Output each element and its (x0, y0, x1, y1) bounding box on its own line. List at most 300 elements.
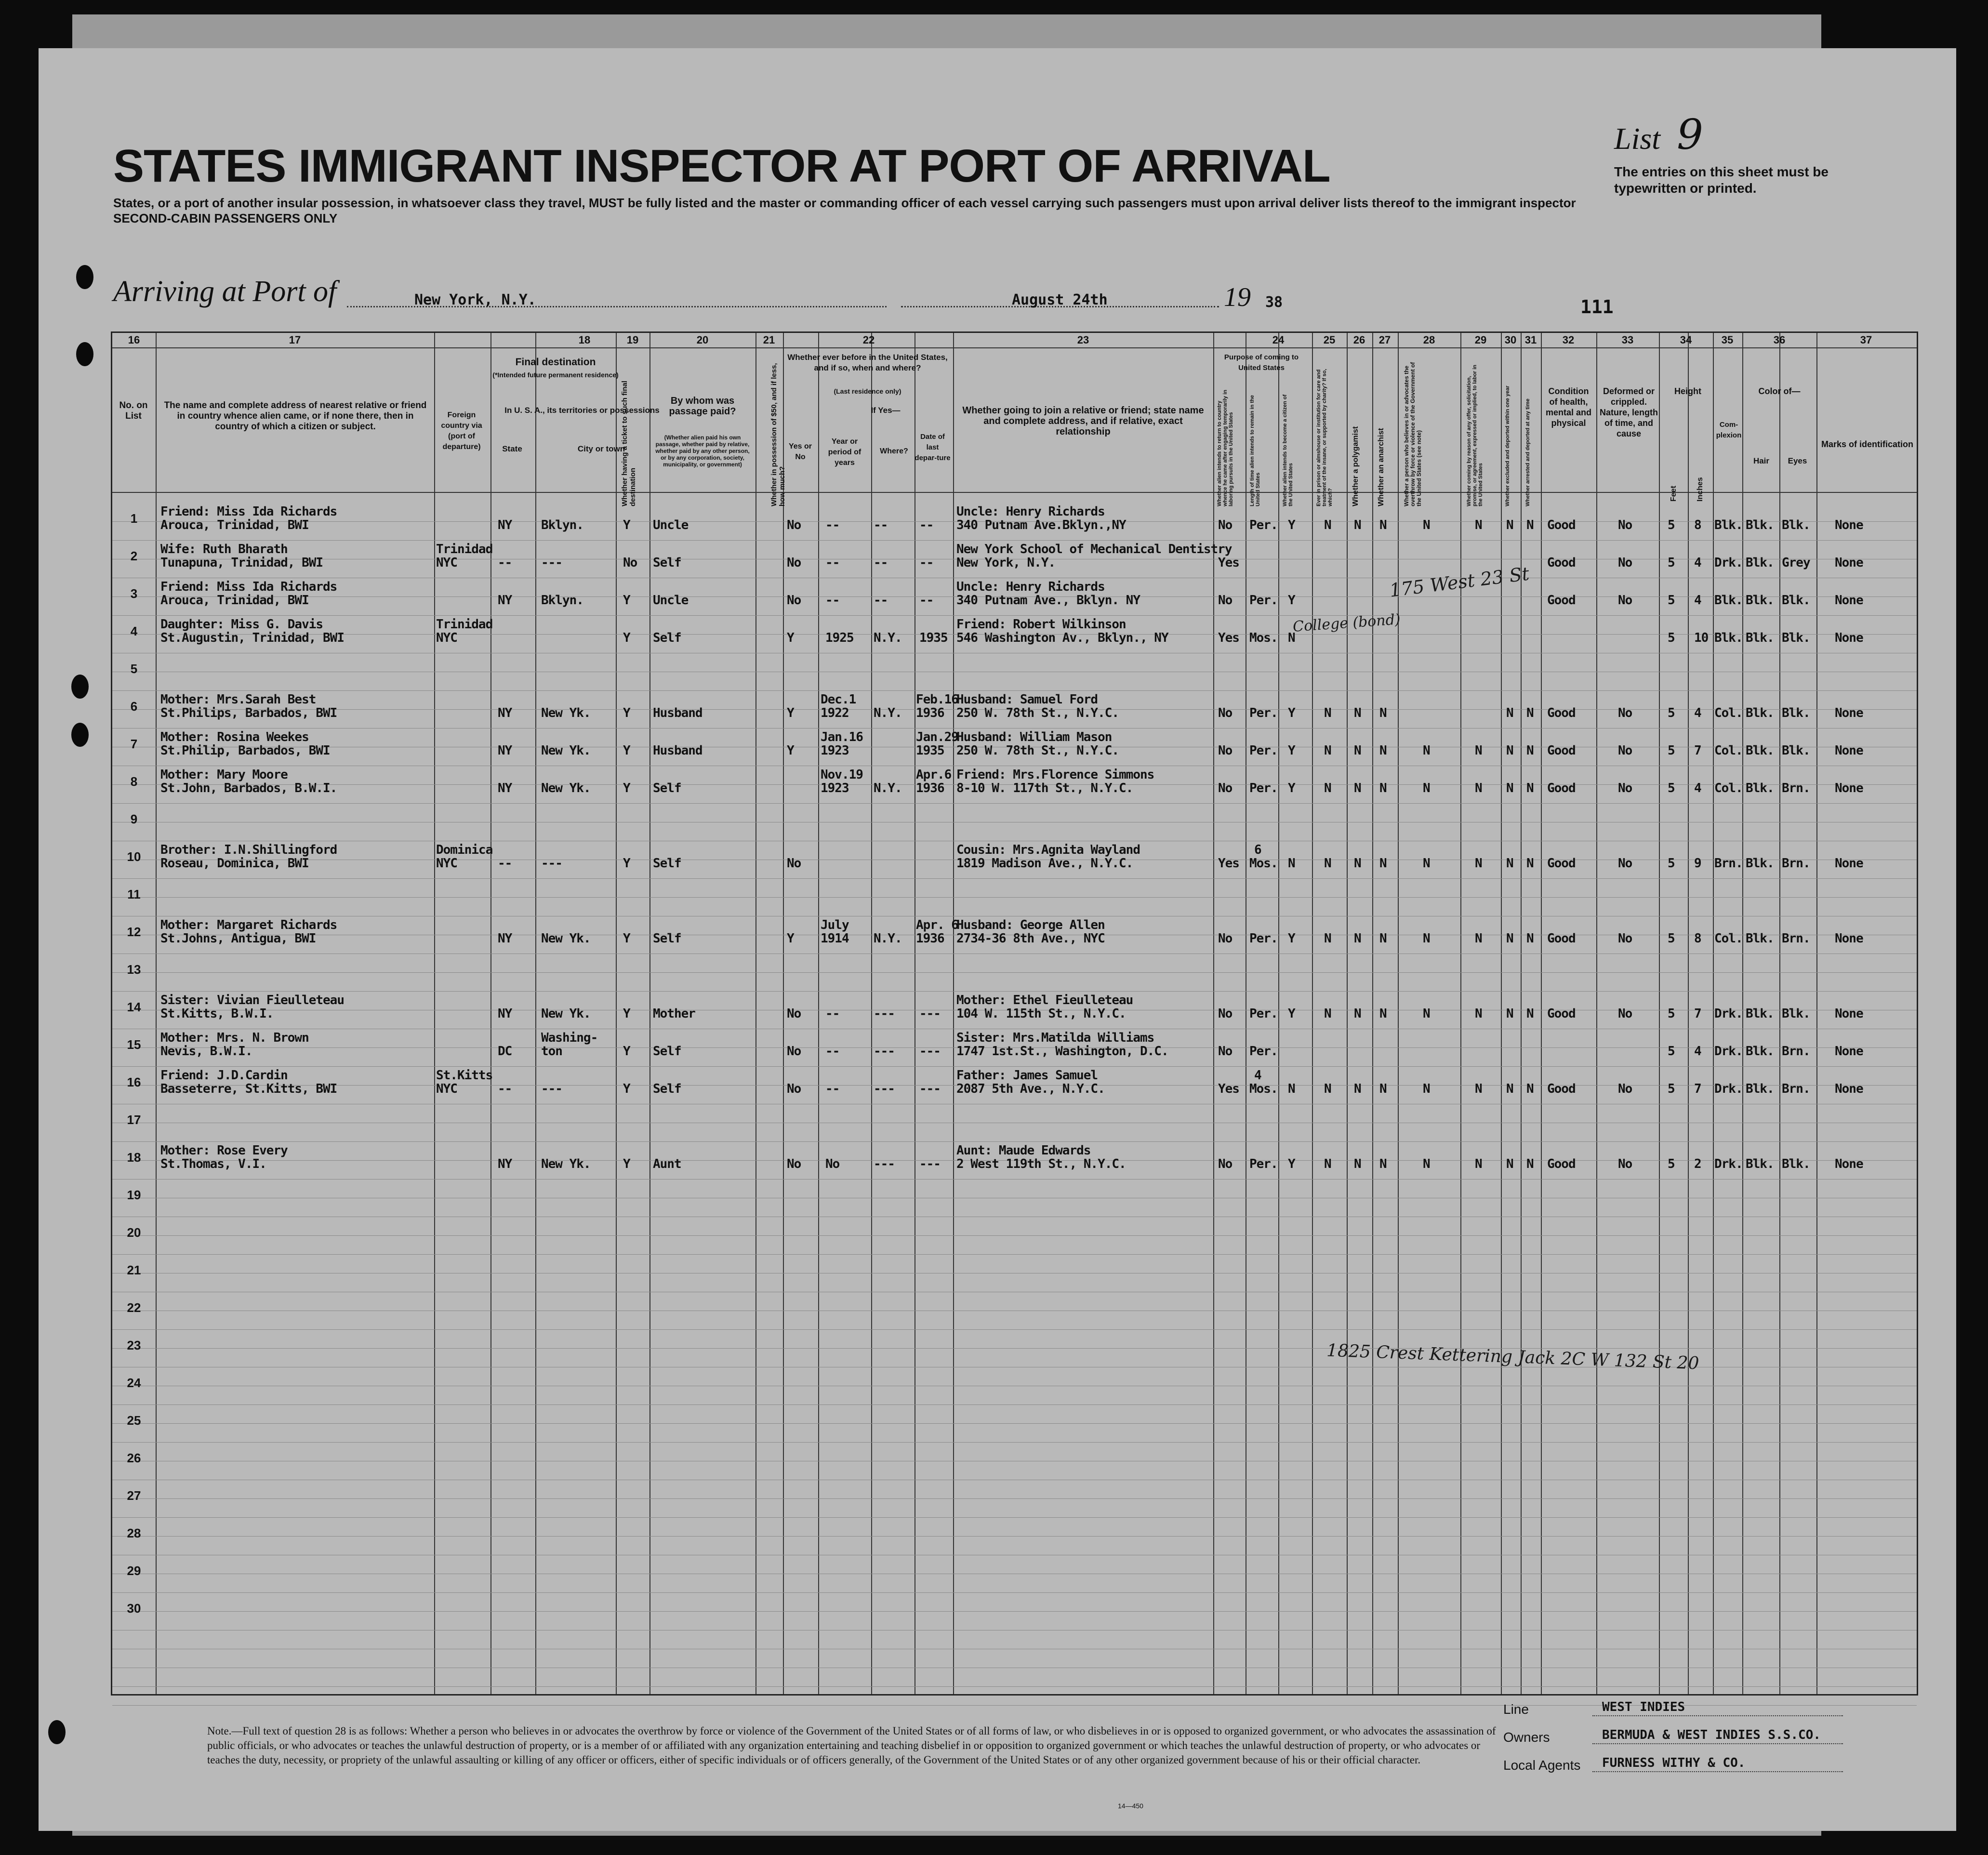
cell-length: Per. (1249, 743, 1278, 758)
cell-deformed: No (1618, 931, 1632, 946)
cell-marks: None (1835, 593, 1863, 608)
row-number: 27 (127, 1488, 141, 1503)
cell-where: --- (874, 1082, 895, 1096)
cell-join-l1: Uncle: Henry Richards (956, 504, 1105, 519)
cell-feet: 5 (1668, 1082, 1675, 1096)
row-number: 20 (127, 1225, 141, 1240)
column-number: 20 (696, 334, 709, 346)
cell-year-l2: 1922 (821, 706, 849, 720)
header-c16: No. on List (119, 400, 148, 421)
cell-c27: N (1379, 706, 1387, 720)
cell-health: Good (1547, 781, 1576, 795)
cell-where: --- (874, 1157, 895, 1171)
cell-city: New Yk. (541, 1157, 591, 1171)
cell-ticket: Y (623, 781, 630, 795)
cell-relative-l2: St.Thomas, V.I. (160, 1157, 266, 1171)
grid-row-rule (112, 540, 1917, 541)
cell-relative-l1: Mother: Mary Moore (160, 768, 288, 782)
cell-join-l1: Friend: Mrs.Florence Simmons (956, 768, 1154, 782)
grid-column-line (649, 333, 650, 1694)
cell-hair: Blk. (1746, 1082, 1774, 1096)
cell-year-l1: Nov.19 (821, 768, 863, 782)
column-number: 35 (1721, 334, 1734, 346)
cell-inches: 10 (1694, 631, 1709, 645)
cell-marks: None (1835, 856, 1863, 871)
cell-departure-l1: Feb.16 (916, 692, 958, 707)
cell-hair: Blk. (1746, 931, 1774, 946)
cell-year-l2: 1923 (821, 743, 849, 758)
cell-eyes: Brn. (1782, 1044, 1810, 1059)
cell-relative-l2: St.Philip, Barbados, BWI (160, 743, 330, 758)
cell-join-l2: 340 Putnam Ave., Bklyn. NY (956, 593, 1140, 608)
cell-city: --- (541, 556, 562, 570)
line-label: Line (1503, 1702, 1529, 1717)
cell-length: Mos. (1249, 856, 1278, 871)
cell-hair: Blk. (1746, 518, 1774, 532)
cell-deformed: No (1618, 781, 1632, 795)
cell-c28: N (1423, 856, 1430, 871)
cell-inches: 7 (1694, 1082, 1701, 1096)
cell-state: NY (498, 706, 512, 720)
cell-c27: N (1379, 743, 1387, 758)
cell-c26: N (1354, 1157, 1361, 1171)
cell-relative-l2: St.John, Barbados, B.W.I. (160, 781, 337, 795)
cell-complexion: Drk. (1714, 1082, 1743, 1096)
cell-eyes: Brn. (1782, 781, 1810, 795)
cell-length: Per. (1249, 593, 1278, 608)
cell-feet: 5 (1668, 931, 1675, 946)
handwritten-note-row4: College (bond) (1292, 611, 1401, 636)
cell-feet: 5 (1668, 856, 1675, 871)
row-number: 1 (130, 511, 138, 526)
cell-complexion: Drk. (1714, 556, 1743, 570)
cell-join-l1: Husband: William Mason (956, 730, 1112, 744)
column-number: 32 (1562, 334, 1575, 346)
grid-column-line (755, 333, 756, 1694)
column-number: 34 (1680, 334, 1692, 346)
cell-c30: N (1506, 856, 1513, 871)
grid-column-line (1501, 333, 1502, 1694)
header-c20: By whom was passage paid? (669, 396, 736, 417)
cell-departure: --- (919, 1082, 941, 1096)
cell-c25: N (1324, 781, 1331, 795)
header-c31: Whether arrested and deported at any time (1525, 398, 1531, 506)
cell-c31: N (1526, 931, 1534, 946)
cell-year-l1: Jan.16 (821, 730, 863, 744)
cell-year: 1925 (825, 631, 854, 645)
cell-c30: N (1506, 743, 1513, 758)
column-number: 31 (1524, 334, 1537, 346)
cell-join-l2: 250 W. 78th St., N.Y.C. (956, 743, 1119, 758)
row-number: 13 (127, 962, 141, 977)
cell-city: Bklyn. (541, 593, 583, 608)
grid-row-rule (112, 728, 1917, 729)
cell-deformed: No (1618, 1082, 1632, 1096)
cell-inches: 2 (1694, 1157, 1701, 1171)
cell-hair: Blk. (1746, 593, 1774, 608)
cell-relative-l2: St.Philips, Barbados, BWI (160, 706, 337, 720)
header-c22-ifyes: If Yes— (871, 406, 901, 415)
header-c17: The name and complete address of nearest relative or friend in country whence alien came, or if none there, then in country of which a citizen or subject. (164, 400, 427, 432)
cell-where: --- (874, 1044, 895, 1059)
cell-feet: 5 (1668, 781, 1675, 795)
row-number: 8 (130, 774, 138, 789)
row-number: 23 (127, 1338, 141, 1352)
cell-length: Per. (1249, 706, 1278, 720)
row-number: 26 (127, 1451, 141, 1465)
cell-eyes: Brn. (1782, 1082, 1810, 1096)
grid-column-line (1347, 333, 1348, 1694)
header-c22-year: Year or period of years (828, 437, 861, 467)
cell-join-l1: Husband: Samuel Ford (956, 692, 1098, 707)
cell-complexion: Drk. (1714, 1007, 1743, 1021)
cell-before: Y (787, 931, 794, 946)
cell-relative-l1: Wife: Ruth Bharath (160, 542, 288, 556)
cell-c29: N (1475, 518, 1482, 532)
column-number: 16 (128, 334, 140, 346)
cell-marks: None (1835, 1007, 1863, 1021)
intro-line-2: SECOND-CABIN PASSENGERS ONLY (113, 211, 338, 225)
header-c34: Height (1674, 386, 1701, 396)
cell-c25: N (1324, 743, 1331, 758)
header-c24-b: Length of time alien intends to remain in the United States (1249, 395, 1261, 506)
header-c27: Whether an anarchist (1377, 428, 1385, 506)
cell-foreign-l1: Trinidad (436, 542, 493, 556)
row-number: 17 (127, 1113, 141, 1127)
cell-paid: Husband (653, 743, 702, 758)
cell-c27: N (1379, 931, 1387, 946)
header-c18-sub: (*Intended future permanent residence) (492, 371, 619, 379)
cell-hair: Blk. (1746, 556, 1774, 570)
grid-column-line (1596, 333, 1597, 1694)
cell-c30: N (1506, 1082, 1513, 1096)
cell-health: Good (1547, 1082, 1576, 1096)
row-number: 3 (130, 586, 138, 601)
cell-city: --- (541, 1082, 562, 1096)
column-number: 30 (1504, 334, 1517, 346)
cell-join-l2: 340 Putnam Ave.Bklyn.,NY (956, 518, 1126, 532)
cell-length: Mos. (1249, 631, 1278, 645)
cell-c31: N (1526, 743, 1534, 758)
cell-marks: None (1835, 743, 1863, 758)
year-suffix: 38 (1265, 294, 1283, 311)
cell-return: No (1218, 706, 1233, 720)
cell-marks: None (1835, 781, 1863, 795)
header-c22-date: Date of last depar-ture (914, 433, 951, 462)
cell-year: No (825, 1157, 840, 1171)
cell-complexion: Brn. (1714, 856, 1743, 871)
grid-column-line (871, 333, 872, 1694)
agents-label: Local Agents (1503, 1758, 1581, 1773)
cell-state: NY (498, 743, 512, 758)
cell-year: -- (825, 593, 840, 608)
cell-hair: Blk. (1746, 1007, 1774, 1021)
grid-column-line (953, 333, 954, 1694)
cell-feet: 5 (1668, 1044, 1675, 1059)
header-c18-state: State (502, 444, 522, 453)
column-number: 36 (1773, 334, 1786, 346)
cell-state: NY (498, 1157, 512, 1171)
agents-value: FURNESS WITHY & CO. (1602, 1756, 1746, 1770)
cell-where: -- (874, 518, 888, 532)
cell-c26: N (1354, 706, 1361, 720)
cell-marks: None (1835, 556, 1863, 570)
form-code: 14—450 (1118, 1802, 1143, 1810)
header-c26: Whether a polygamist (1352, 426, 1360, 506)
manifest-sheet (39, 48, 1956, 1831)
grid-row-rule (112, 972, 1917, 973)
cell-c28: N (1423, 743, 1430, 758)
cell-return: No (1218, 743, 1233, 758)
cell-c25: N (1324, 518, 1331, 532)
cell-return: No (1218, 518, 1233, 532)
cell-foreign-l2: NYC (436, 1082, 457, 1096)
cell-before: No (787, 1007, 801, 1021)
cell-hair: Blk. (1746, 743, 1774, 758)
cell-citizen: Y (1288, 781, 1295, 795)
cell-return: Yes (1218, 556, 1239, 570)
header-c29: Whether coming by reason of any offer, solicitation, promise, or agreement, expressed or implied, to labor in the United States (1466, 364, 1484, 506)
cell-city: New Yk. (541, 706, 591, 720)
cell-feet: 5 (1668, 593, 1675, 608)
header-c24-a: Whether alien intends to return to country whence he came after engaging temporarily in laboring pursuits in the United States (1217, 389, 1234, 506)
cell-eyes: Blk. (1782, 593, 1810, 608)
cell-join-l2: New York, N.Y. (956, 556, 1056, 570)
cell-relative-l2: Nevis, B.W.I. (160, 1044, 252, 1059)
cell-complexion: Blk. (1714, 518, 1743, 532)
column-number: 24 (1272, 334, 1285, 346)
row-number: 7 (130, 737, 138, 751)
header-c20-sub: (Whether alien paid his own passage, whether paid by relative, whether paid by any other person, or by any corporation, society, municipality, or government) (655, 434, 750, 468)
cell-hair: Blk. (1746, 706, 1774, 720)
header-c30: Whether excluded and deported within one year (1505, 385, 1511, 506)
cell-deformed: No (1618, 706, 1632, 720)
cell-relative-l1: Friend: J.D.Cardin (160, 1068, 288, 1083)
arriving-label: Arriving at Port of (113, 275, 337, 308)
cell-c31: N (1526, 1007, 1534, 1021)
row-number: 6 (130, 699, 138, 714)
cell-c26: N (1354, 1007, 1361, 1021)
cell-join-l2: 2 West 119th St., N.Y.C. (956, 1157, 1126, 1171)
header-c33: Deformed or crippled. Nature, length of time, and cause (1599, 386, 1658, 438)
cell-relative-l2: St.Johns, Antigua, BWI (160, 931, 316, 946)
cell-ticket: Y (623, 856, 630, 871)
grid-row-line (112, 492, 1917, 493)
grid-column-line (535, 333, 536, 1694)
column-number: 22 (862, 334, 875, 346)
cell-c27: N (1379, 856, 1387, 871)
cell-relative-l1: Mother: Margaret Richards (160, 918, 337, 932)
cell-departure: --- (919, 1007, 941, 1021)
row-number: 5 (130, 662, 138, 676)
cell-departure: --- (919, 1044, 941, 1059)
year-prefix: 19 (1224, 282, 1251, 312)
cell-city: New Yk. (541, 1007, 591, 1021)
binder-hole (76, 342, 93, 366)
cell-ticket: Y (623, 1082, 630, 1096)
cell-c26: N (1354, 518, 1361, 532)
cell-ticket: Y (623, 706, 630, 720)
row-number: 22 (127, 1300, 141, 1315)
cell-hair: Blk. (1746, 1157, 1774, 1171)
cell-complexion: Col. (1714, 706, 1743, 720)
grid-column-line (1688, 333, 1689, 1694)
sheet-sequence: 111 (1580, 296, 1614, 318)
header-c35: Com-plexion (1716, 421, 1742, 439)
cell-length: Per. (1249, 1007, 1278, 1021)
cell-return: No (1218, 1044, 1233, 1059)
cell-relative-l2: St.Kitts, B.W.I. (160, 1007, 274, 1021)
cell-before: No (787, 556, 801, 570)
cell-length: Per. (1249, 781, 1278, 795)
cell-relative-l1: Mother: Rosina Weekes (160, 730, 309, 744)
row-number: 2 (130, 549, 138, 563)
cell-year-l1: July (821, 918, 849, 932)
cell-relative-l1: Mother: Rose Every (160, 1143, 288, 1158)
cell-c26: N (1354, 931, 1361, 946)
manifest-table (111, 331, 1918, 1696)
cell-ticket: Y (623, 931, 630, 946)
cell-complexion: Drk. (1714, 1157, 1743, 1171)
cell-join-l2: 250 W. 78th St., N.Y.C. (956, 706, 1119, 720)
cell-state: NY (498, 593, 512, 608)
row-number: 28 (127, 1526, 141, 1540)
cell-c30: N (1506, 781, 1513, 795)
cell-departure: -- (919, 593, 934, 608)
cell-join-l2: 104 W. 115th St., N.Y.C. (956, 1007, 1126, 1021)
cell-before: No (787, 1044, 801, 1059)
cell-city: Bklyn. (541, 518, 583, 532)
cell-hair: Blk. (1746, 781, 1774, 795)
binder-hole (48, 1720, 66, 1744)
column-number: 28 (1423, 334, 1435, 346)
cell-join-l1: Sister: Mrs.Matilda Williams (956, 1031, 1154, 1045)
cell-inches: 7 (1694, 743, 1701, 758)
cell-eyes: Blk. (1782, 1007, 1810, 1021)
cell-year: -- (825, 1007, 840, 1021)
cell-year-l2: 1923 (821, 781, 849, 795)
cell-departure: -- (919, 518, 934, 532)
handwritten-address-row2: 175 West 23 St (1388, 563, 1531, 601)
cell-ticket: Y (623, 1044, 630, 1059)
cell-ticket: Y (623, 1157, 630, 1171)
cell-paid: Self (653, 556, 681, 570)
grid-column-line (616, 333, 617, 1694)
column-number: 27 (1378, 334, 1391, 346)
cell-inches: 9 (1694, 856, 1701, 871)
cell-join-l2: 2087 5th Ave., N.Y.C. (956, 1082, 1105, 1096)
cell-deformed: No (1618, 743, 1632, 758)
grid-column-line (1398, 333, 1399, 1694)
cell-state: NY (498, 518, 512, 532)
cell-relative-l1: Mother: Mrs.Sarah Best (160, 692, 316, 707)
cell-city-l1: Washing- (541, 1031, 598, 1045)
header-c37: Marks of identification (1821, 439, 1914, 449)
cell-paid: Self (653, 781, 681, 795)
cell-year: -- (825, 1082, 840, 1096)
cell-c29: N (1475, 781, 1482, 795)
cell-relative-l2: Arouca, Trinidad, BWI (160, 593, 309, 608)
cell-join-l1: Cousin: Mrs.Agnita Wayland (956, 843, 1140, 857)
cell-inches: 4 (1694, 556, 1701, 570)
cell-city: New Yk. (541, 931, 591, 946)
line-value: WEST INDIES (1602, 1700, 1685, 1714)
cell-where: N.Y. (874, 931, 902, 946)
cell-ticket: Y (623, 631, 630, 645)
grid-row-rule (112, 897, 1917, 898)
cell-join-l2: 8-10 W. 117th St., N.Y.C. (956, 781, 1133, 795)
header-c21: Whether in possession of $50, and if less, how much? (770, 363, 786, 506)
grid-row-rule (112, 1498, 1917, 1499)
header-c32: Condition of health, mental and physical (1545, 386, 1592, 428)
arrival-date: August 24th (1012, 292, 1108, 308)
cell-c29: N (1475, 1157, 1482, 1171)
cell-c30: N (1506, 1007, 1513, 1021)
header-c34-feet: Feet (1670, 486, 1678, 502)
header-c24-c: Whether alien intends to become a citizen of the United States (1282, 394, 1294, 506)
cell-health: Good (1547, 518, 1576, 532)
cell-c30: N (1506, 706, 1513, 720)
cell-paid: Self (653, 931, 681, 946)
cell-marks: None (1835, 931, 1863, 946)
cell-health: Good (1547, 706, 1576, 720)
cell-feet: 5 (1668, 518, 1675, 532)
cell-length: Per. (1249, 1157, 1278, 1171)
header-c19: Whether having a ticket to such final destination (621, 381, 637, 506)
cell-c29: N (1475, 856, 1482, 871)
grid-column-line (1213, 333, 1214, 1694)
cell-city: New Yk. (541, 781, 591, 795)
header-c18-city: City or town (577, 444, 625, 453)
list-label: List (1614, 121, 1661, 156)
cell-feet: 5 (1668, 1157, 1675, 1171)
grid-row-rule (112, 1066, 1917, 1067)
grid-row-rule (112, 1517, 1917, 1518)
cell-feet: 5 (1668, 631, 1675, 645)
cell-departure-l1: Apr.6 (916, 768, 952, 782)
grid-row-rule (112, 1592, 1917, 1593)
cell-before: Y (787, 743, 794, 758)
cell-year-l1: Dec.1 (821, 692, 856, 707)
cell-citizen: N (1288, 856, 1295, 871)
cell-feet: 5 (1668, 706, 1675, 720)
row-number: 25 (127, 1413, 141, 1428)
grid-column-line (1779, 333, 1780, 1694)
cell-c25: N (1324, 856, 1331, 871)
cell-deformed: No (1618, 856, 1632, 871)
cell-eyes: Brn. (1782, 856, 1810, 871)
cell-complexion: Col. (1714, 743, 1743, 758)
cell-join-l1: Mother: Ethel Fieulleteau (956, 993, 1133, 1007)
row-number: 30 (127, 1601, 141, 1616)
grid-row-rule (112, 615, 1917, 616)
grid-row-rule (112, 1348, 1917, 1349)
cell-departure-l2: 1936 (916, 706, 944, 720)
row-number: 12 (127, 925, 141, 939)
header-c24-title: Purpose of coming to United States (1224, 353, 1299, 372)
cell-inches: 8 (1694, 518, 1701, 532)
cell-ticket: Y (623, 593, 630, 608)
cell-marks: None (1835, 1082, 1863, 1096)
cell-health: Good (1547, 593, 1576, 608)
cell-eyes: Blk. (1782, 518, 1810, 532)
cell-relative-l1: Sister: Vivian Fieulleteau (160, 993, 344, 1007)
cell-length-l1: 6 (1254, 843, 1261, 857)
header-c25: Ever in prison or almshouse or institution for care and treatment of the insane, or supported by charity? If so, which? (1316, 369, 1333, 506)
cell-length: Mos. (1249, 1082, 1278, 1096)
cell-length: Per. (1249, 1044, 1278, 1059)
grid-column-line (490, 333, 491, 1694)
